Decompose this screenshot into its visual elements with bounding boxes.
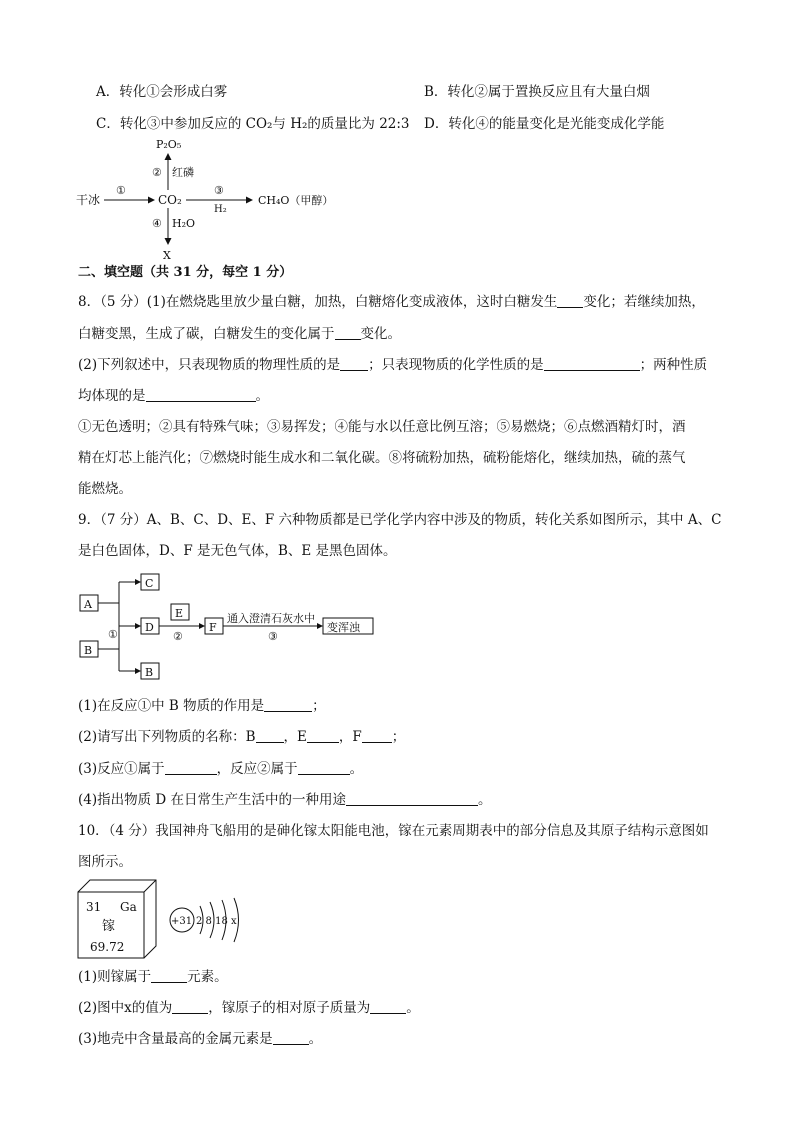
label-3: ③	[268, 630, 278, 643]
nucleus: +31	[171, 916, 193, 927]
label-2: ②	[173, 630, 183, 643]
label-1: ①	[108, 628, 118, 641]
reagent-4: H₂O	[172, 217, 196, 230]
q8-line4: 均体现的是 。	[78, 388, 269, 404]
gallium-diagram	[74, 878, 254, 962]
box-e: E	[175, 607, 184, 620]
q9-sub3: (3)反应①属于 ，反应②属于 。	[78, 761, 364, 777]
box-result: 变浑浊	[327, 621, 360, 634]
center-compound: CO₂	[158, 193, 182, 207]
reagent-2: 红磷	[172, 166, 194, 179]
co2-conversion-diagram	[70, 134, 350, 264]
left-reactant: 干冰	[76, 193, 101, 207]
option-c: C．转化③中参加反应的 CO₂与 H₂的质量比为 22:3	[96, 116, 410, 132]
reagent-3: H₂	[214, 204, 227, 215]
q9-sub1: (1)在反应①中 B 物质的作用是 ；	[78, 698, 326, 714]
box-d: D	[145, 621, 154, 634]
q10-line1: 10．（4 分）我国神舟飞船用的是砷化镓太阳能电池，镓在元素周期表中的部分信息及其原子结构示意图如	[78, 823, 709, 839]
q9-line2: 是白色固体，D、F 是无色气体，B、E 是黑色固体。	[78, 543, 397, 559]
box-b-output: B	[145, 666, 154, 679]
q9-line1: 9．（7 分）A、B、C、D、E、F 六种物质都是已学化学内容中涉及的物质，转化关系如图所示，其中 A、C	[78, 512, 722, 528]
box-b-input: B	[84, 644, 93, 657]
q8-line7: 能燃烧。	[78, 481, 132, 497]
section-title: 二、填空题（共 31 分，每空 1 分）	[78, 265, 293, 280]
substance-relation-diagram	[74, 570, 374, 682]
q10-sub3: (3)地壳中含量最高的金属元素是 。	[78, 1031, 323, 1047]
label-2: ②	[152, 166, 162, 179]
q8-line3: (2)下列叙述中，只表现物质的物理性质的是 ；只表现物质的化学性质的是 ；两种性质	[78, 357, 708, 373]
q10-sub2: (2)图中x的值为 ，镓原子的相对原子质量为 。	[78, 1000, 420, 1016]
box-a: A	[84, 598, 92, 611]
q8-line1: 8．（5 分）(1)在燃烧匙里放少量白糖，加热，白糖熔化变成液体，这时白糖发生 变化；若继续加热，	[78, 294, 705, 310]
label-4: ④	[152, 217, 162, 230]
box-c: C	[145, 577, 154, 590]
bottom-product: X	[163, 249, 171, 262]
q9-sub2: (2)请写出下列物质的名称：B ，E ，F ；	[78, 729, 406, 745]
atomic-mass: 69.72	[90, 940, 125, 954]
right-product: CH₄O（甲醇）	[258, 194, 334, 207]
element-symbol: Ga	[120, 900, 137, 914]
atomic-number: 31	[86, 900, 102, 914]
q8-line6: 精在灯芯上能汽化；⑦燃烧时能生成水和二氧化碳。⑧将硫粉加热，硫粉能熔化，继续加热，硫的蒸气	[78, 450, 686, 466]
option-d: D．转化④的能量变化是光能变成化学能	[424, 116, 665, 132]
label-3: ③	[214, 184, 224, 197]
box-f: F	[209, 621, 217, 634]
q8-line5: ①无色透明；②具有特殊气味；③易挥发；④能与水以任意比例互溶；⑤易燃烧；⑥点燃酒精灯时，酒	[78, 419, 686, 435]
electron-shells: 2 8 18 x	[196, 916, 237, 927]
element-name: 镓	[102, 919, 116, 934]
q10-line2: 图所示。	[78, 854, 132, 870]
label-1: ①	[116, 184, 126, 197]
top-product: P₂O₅	[156, 138, 182, 151]
q10-sub1: (1)则镓属于 元素。	[78, 969, 228, 985]
option-b: B．转化②属于置换反应且有大量白烟	[424, 84, 650, 100]
arrow-text: 通入澄清石灰水中	[227, 612, 315, 625]
q8-line2: 白糖变黑，生成了碳，白糖发生的变化属于 变化。	[78, 326, 401, 342]
option-a: A．转化①会形成白雾	[96, 84, 228, 100]
q9-sub4: (4)指出物质 D 在日常生产生活中的一种用途 。	[78, 792, 492, 808]
